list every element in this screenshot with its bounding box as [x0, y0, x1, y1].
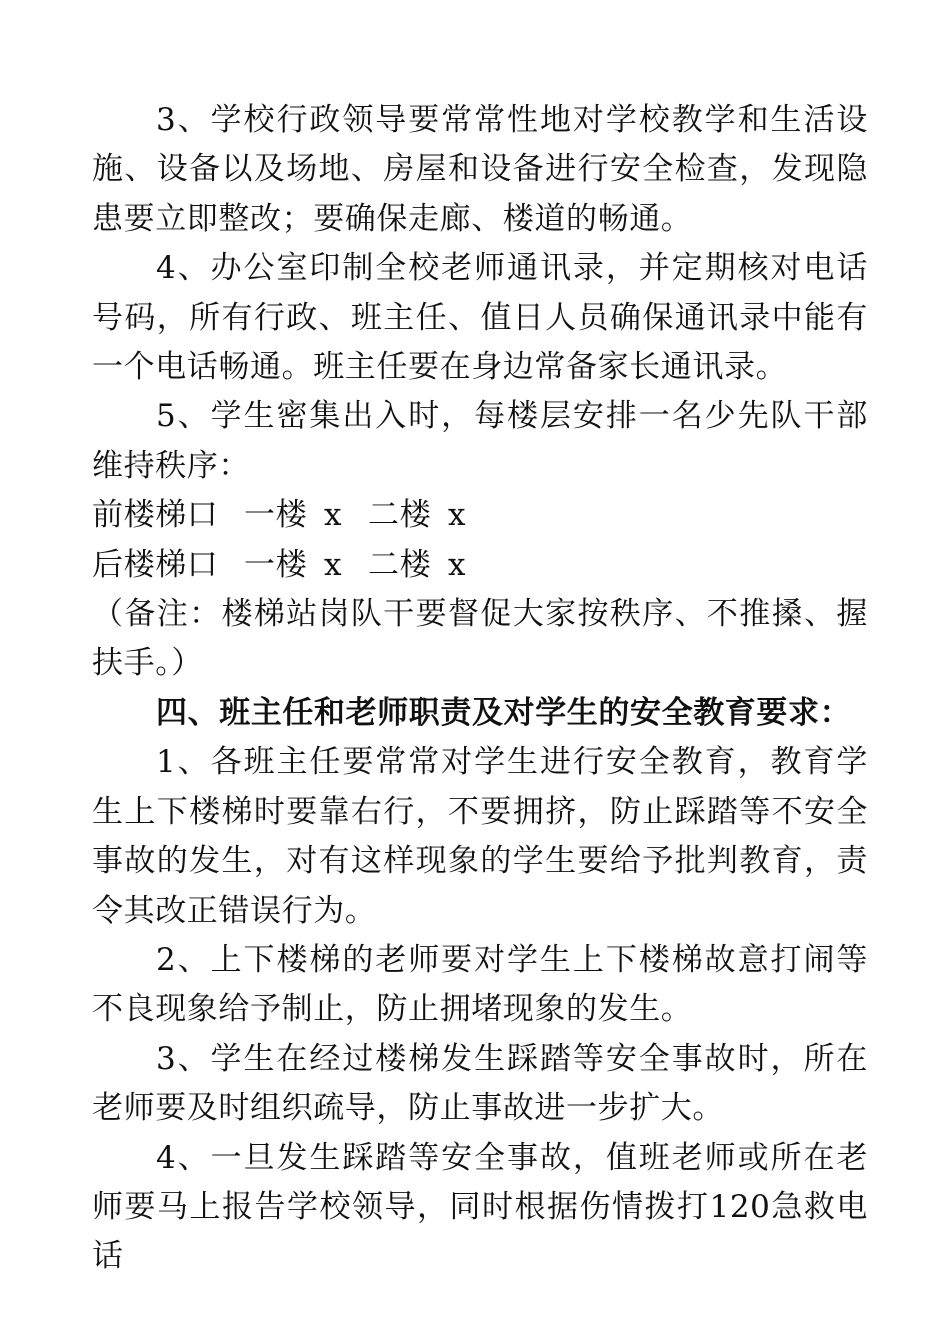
section-paragraph-1: 1、各班主任要常常对学生进行安全教育，教育学生上下楼梯时要靠右行，不要拥挤，防止踩踏等不安全事故的发生，对有这样现象的学生要给予批判教育，责令其改正错误行为。 [92, 744, 868, 929]
stair-value-2: x [448, 497, 467, 534]
document-page [92, 96, 868, 1282]
stair-floor-2: 二楼 [368, 546, 432, 583]
stair-value-1: x [324, 546, 343, 583]
section-heading: 四、班主任和老师职责及对学生的安全教育要求： [156, 694, 852, 731]
stair-floor-1: 一楼 [244, 497, 308, 534]
stair-row-back [92, 541, 868, 590]
paragraph-item-4: 4、办公室印制全校老师通讯录，并定期核对电话号码，所有行政、班主任、值日人员确保通讯录中能有一个电话畅通。班主任要在身边常备家长通讯录。 [92, 250, 868, 386]
note-paragraph: （备注：楼梯站岗队干要督促大家按秩序、不推搡、握扶手。） [92, 596, 868, 682]
paragraph-item-3: 3、学校行政领导要常常性地对学校教学和生活设施、设备以及场地、房屋和设备进行安全检查，发现隐患要立即整改；要确保走廊、楼道的畅通。 [92, 102, 868, 237]
section-paragraph-2: 2、上下楼梯的老师要对学生上下楼梯故意打闹等不良现象给予制止，防止拥堵现象的发生。 [92, 941, 868, 1028]
stair-location: 前楼梯口 [92, 497, 219, 534]
stair-row-front [92, 491, 868, 540]
stair-location: 后楼梯口 [92, 546, 219, 583]
stair-floor-1: 一楼 [244, 546, 308, 583]
paragraph-item-5: 5、学生密集出入时，每楼层安排一名少先队干部维持秩序： [92, 398, 868, 484]
stair-floor-2: 二楼 [368, 497, 432, 534]
stair-value-2: x [448, 546, 467, 583]
section-paragraph-4: 4、一旦发生踩踏等安全事故，值班老师或所在老师要马上报告学校领导，同时根据伤情拨打120急救电话 [92, 1139, 868, 1275]
stair-value-1: x [324, 497, 343, 534]
section-paragraph-3: 3、学生在经过楼梯发生踩踏等安全事故时，所在老师要及时组织疏导，防止事故进一步扩大。 [92, 1040, 868, 1127]
